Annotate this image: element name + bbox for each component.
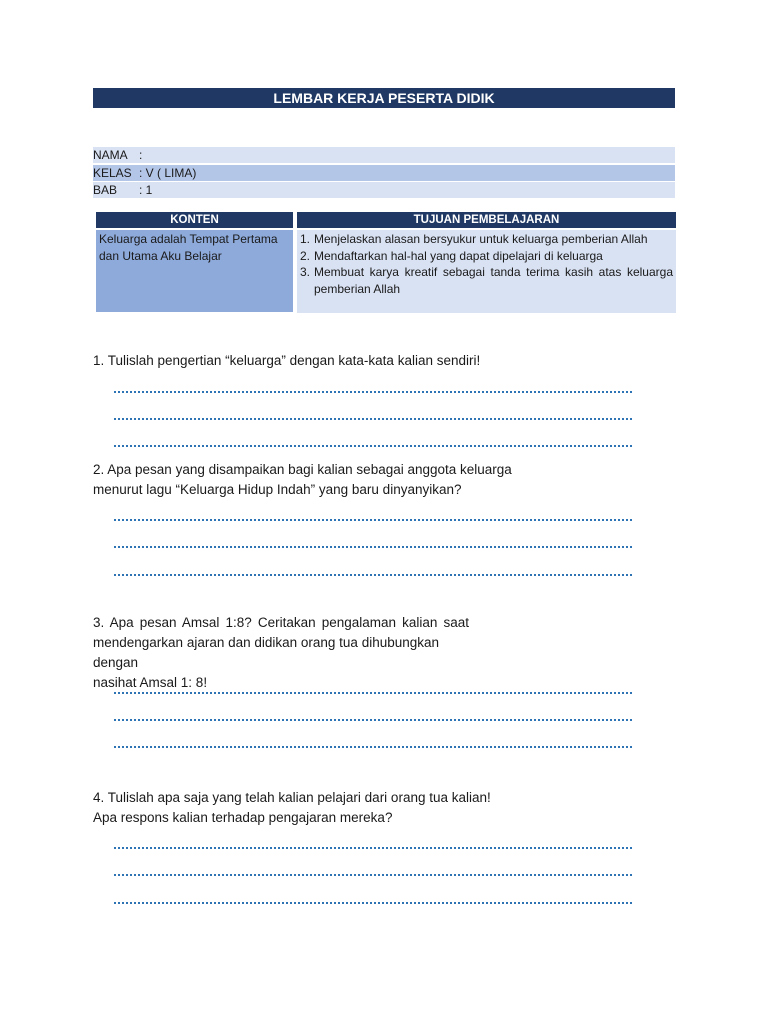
bab-row [93, 182, 675, 198]
answer-line[interactable] [114, 418, 632, 420]
answer-line[interactable] [114, 746, 632, 748]
konten-cell: Keluarga adalah Tempat Pertama dan Utama Aku Belajar [96, 230, 293, 312]
konten-header: KONTEN [96, 212, 293, 228]
tujuan-item: 1. Menjelaskan alasan bersyukur untuk keluarga pemberian Allah [300, 232, 648, 246]
question-line: nasihat Amsal 1: 8! [93, 675, 208, 690]
answer-line[interactable] [114, 719, 632, 721]
answer-line[interactable] [114, 391, 632, 393]
answer-line[interactable] [114, 874, 632, 876]
question-line: 3. Apa pesan Amsal 1:8? Ceritakan pengalaman kalian saat [93, 615, 469, 630]
question-line: 2. Apa pesan yang disampaikan bagi kalian sebagai anggota keluarga [93, 462, 512, 477]
question-line: 4. Tulislah apa saja yang telah kalian pelajari dari orang tua kalian! [93, 790, 491, 805]
answer-line[interactable] [114, 902, 632, 904]
kelas-value: : V ( LIMA) [139, 166, 197, 180]
tujuan-cell [297, 230, 676, 313]
nama-row [93, 147, 675, 163]
tujuan-item: 2. Mendaftarkan hal-hal yang dapat dipelajari di keluarga [300, 248, 603, 263]
answer-line[interactable] [114, 519, 632, 521]
kelas-row [93, 165, 675, 181]
worksheet-title: LEMBAR KERJA PESERTA DIDIK [93, 88, 675, 108]
answer-line[interactable] [114, 445, 632, 447]
answer-line[interactable] [114, 546, 632, 548]
tujuan-item: 3. Membuat karya kreatif sebagai tanda terima kasih atas keluarga pemberian Allah [300, 265, 673, 296]
answer-line[interactable] [114, 574, 632, 576]
nama-label: NAMA [93, 148, 128, 162]
nama-value: : [139, 148, 143, 162]
question-line: mendengarkan ajaran dan didikan orang tua dihubungkan dengan [93, 635, 440, 670]
question-3 [93, 613, 469, 693]
bab-value: : 1 [139, 183, 153, 197]
question-line: Apa respons kalian terhadap pengajaran mereka? [93, 810, 393, 825]
question-line: 1. Tulislah pengertian “keluarga” dengan kata-kata kalian sendiri! [93, 353, 481, 368]
question-2 [93, 460, 563, 500]
kelas-label: KELAS [93, 166, 132, 180]
question-line: menurut lagu “Keluarga Hidup Indah” yang baru dinyanyikan? [93, 482, 462, 497]
question-4 [93, 788, 563, 828]
tujuan-header: TUJUAN PEMBELAJARAN [297, 212, 676, 228]
answer-line[interactable] [114, 692, 632, 694]
answer-line[interactable] [114, 847, 632, 849]
question-1 [93, 351, 563, 371]
bab-label: BAB [93, 183, 118, 197]
